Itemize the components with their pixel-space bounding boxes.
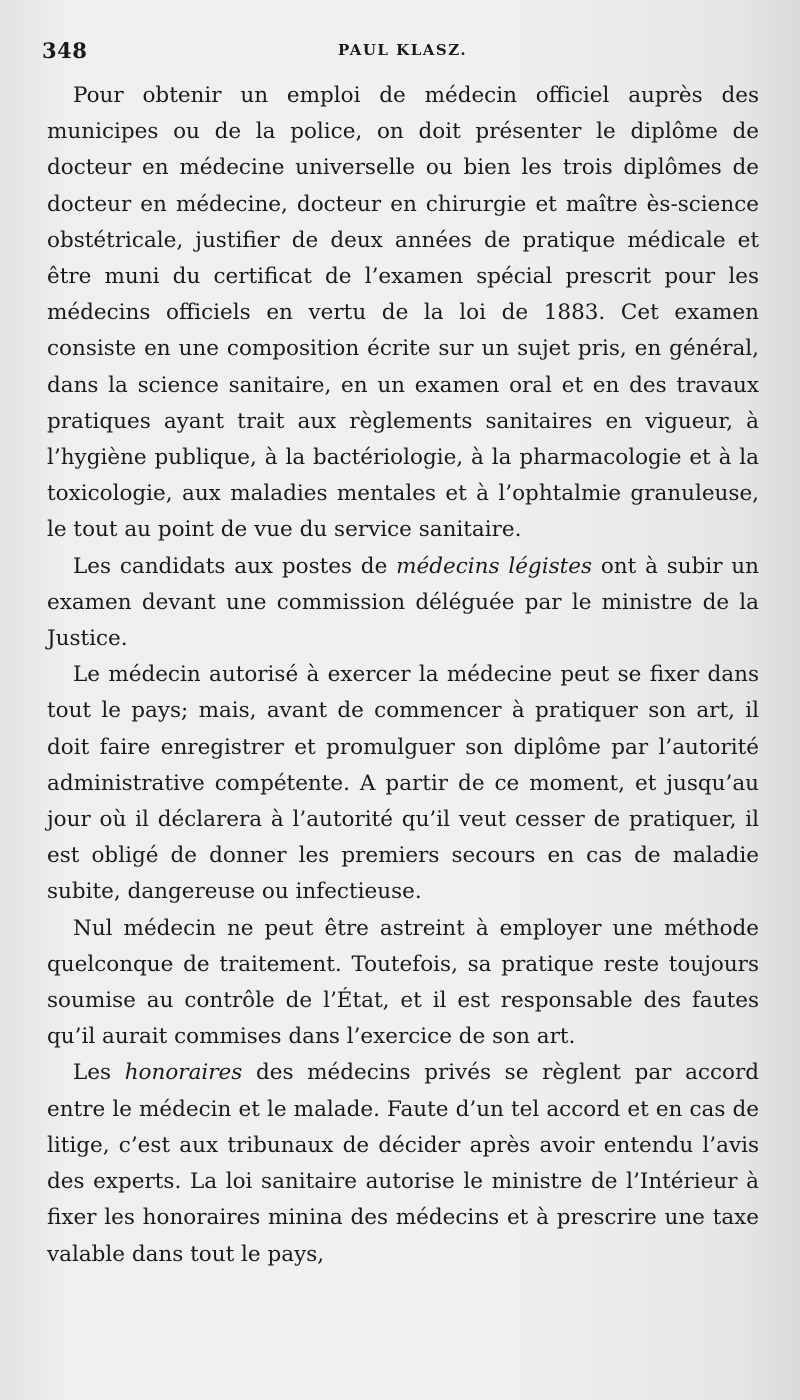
- running-head: [38, 38, 760, 68]
- page-number: 348: [42, 38, 88, 63]
- paragraph-medecins-legistes: [47, 549, 759, 658]
- paragraph-text-before: Les candidats aux postes de: [73, 553, 397, 579]
- running-head-author: PAUL KLASZ.: [338, 41, 468, 59]
- paragraph-text-after: des médecins privés se règlent par accord entre le médecin et le malade. Faute d’un tel accord et en cas de litige, c’est aux tribunaux de décider après avoir entendu l’avis des experts. La loi sanitaire autorise le ministre de l’Intérieur à fixer les honoraires minina des médecins et à prescrire une taxe valable dans tout le pays,: [47, 1060, 759, 1267]
- italic-term-medecins-legistes: médecins légistes: [396, 553, 593, 579]
- paragraph-honoraires: [47, 1055, 759, 1272]
- paragraph-text-after: ont à subir un examen devant une commission déléguée par le ministre de la Justice.: [47, 553, 760, 652]
- paragraph-medecin-autorise: Le médecin autorisé à exercer la médecine peut se fixer dans tout le pays; mais, avant de commencer à pratiquer son art, il doit faire enregistrer et promulguer son diplôme par l’autorité administrative compétente. A partir de ce moment, et jusqu’au jour où il déclarera à l’autorité qu’il veut cesser de pratiquer, il est obligé de donner les premiers secours en cas de maladie subite, dangereuse ou infectieuse.: [47, 662, 759, 905]
- paragraph-medecin-officiel: Pour obtenir un emploi de médecin officiel auprès des municipes ou de la police, on doit présenter le diplôme de docteur en médecine universelle ou bien les trois diplômes de docteur en médecine, docteur en chirurgie et maître ès-science obstétricale, justifier de deux années de pratique médicale et être muni du certificat de l’examen spécial prescrit pour les médecins officiels en vertu de la loi de 1883. Cet examen consiste en une composition écrite sur un sujet pris, en général, dans la science sanitaire, en un examen oral et en des travaux pratiques ayant trait aux règlements sanitaires en vigueur, à l’hygiène publique, à la bactériologie, à la pharmacologie et à la toxicologie, aux maladies mentales et à l’ophtalmie granuleuse, le tout au point de vue du service sanitaire.: [47, 83, 759, 543]
- paragraph-text-before: Les: [73, 1060, 125, 1086]
- paragraph-methode-traitement: Nul médecin ne peut être astreint à employer une méthode quelconque de traitement. Toutefois, sa pratique reste toujours soumise au contrôle de l’État, et il est responsable des fautes qu’il aurait commises dans l’exercice de son art.: [47, 915, 759, 1050]
- body-text: [47, 78, 759, 1273]
- italic-term-honoraires: honoraires: [124, 1060, 243, 1086]
